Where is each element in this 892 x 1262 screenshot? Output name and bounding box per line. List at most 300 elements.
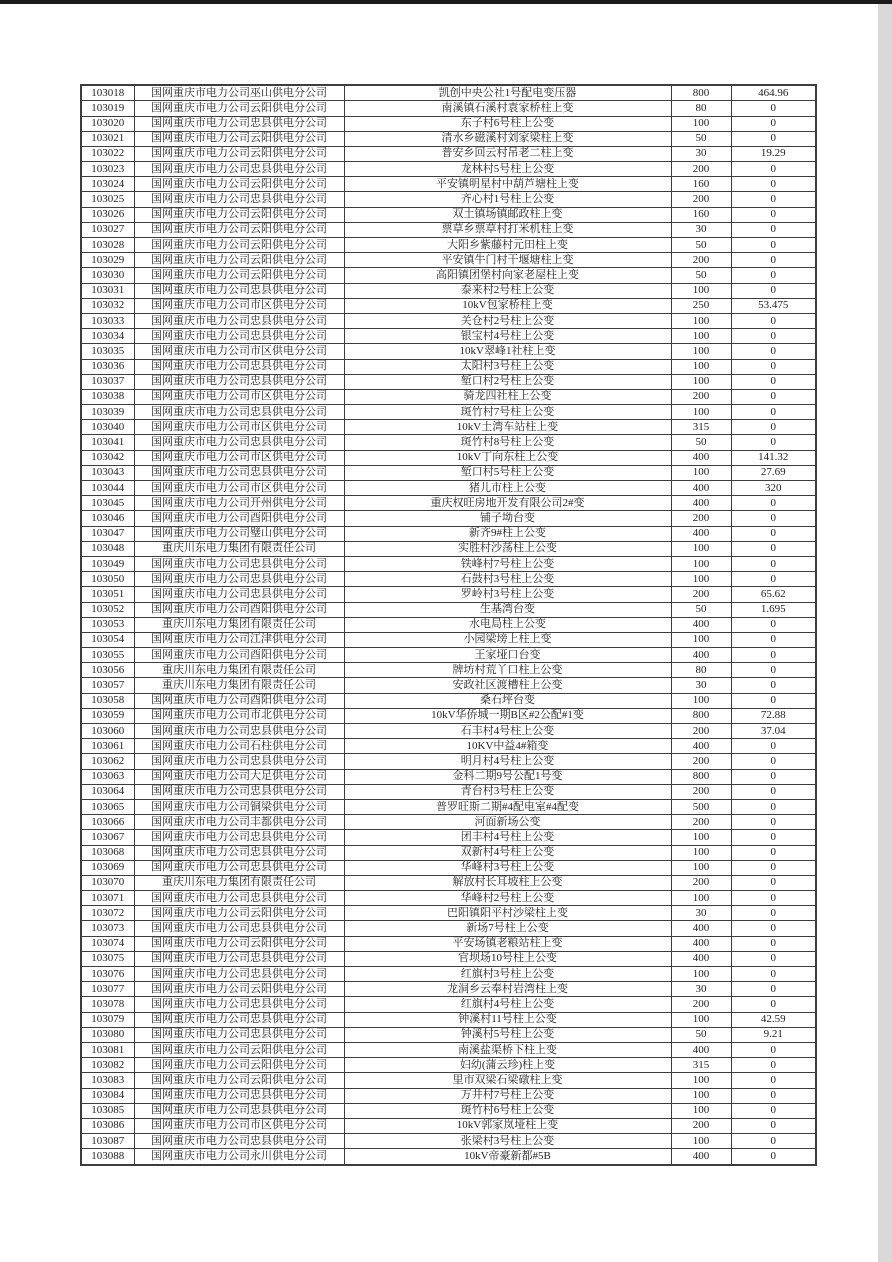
cell-value: 0 [731, 101, 816, 116]
cell-row-id: 103084 [81, 1088, 134, 1103]
cell-capacity: 200 [671, 511, 731, 526]
table-row [81, 602, 816, 617]
table-row [81, 253, 816, 268]
cell-company-name: 国网重庆市电力公司市区供电分公司 [134, 344, 344, 359]
cell-value: 1.695 [731, 602, 816, 617]
cell-value: 0 [731, 389, 816, 404]
cell-company-name: 国网重庆市电力公司大足供电分公司 [134, 769, 344, 784]
table-row [81, 420, 816, 435]
table-row [81, 1134, 816, 1149]
cell-company-name: 国网重庆市电力公司忠县供电分公司 [134, 572, 344, 587]
cell-company-name: 国网重庆市电力公司酉阳供电分公司 [134, 602, 344, 617]
cell-row-id: 103028 [81, 238, 134, 253]
table-row [81, 450, 816, 465]
cell-value: 0 [731, 162, 816, 177]
cell-value: 0 [731, 1088, 816, 1103]
table-row [81, 617, 816, 632]
cell-row-id: 103052 [81, 602, 134, 617]
cell-value: 0 [731, 329, 816, 344]
cell-value: 0 [731, 1149, 816, 1165]
cell-capacity: 100 [671, 1103, 731, 1118]
cell-company-name: 国网重庆市电力公司巫山供电分公司 [134, 85, 344, 101]
cell-value: 0 [731, 511, 816, 526]
cell-device-name: 金科二期9号公配1号变 [344, 769, 671, 784]
cell-company-name: 国网重庆市电力公司忠县供电分公司 [134, 1012, 344, 1027]
cell-company-name: 国网重庆市电力公司云阳供电分公司 [134, 238, 344, 253]
cell-device-name: 安政社区渡槽柱上公变 [344, 678, 671, 693]
cell-capacity: 200 [671, 162, 731, 177]
table-row [81, 663, 816, 678]
cell-value: 0 [731, 313, 816, 328]
cell-device-name: 红旗村3号柱上公变 [344, 967, 671, 982]
cell-capacity: 80 [671, 101, 731, 116]
cell-company-name: 重庆川东电力集团有限责任公司 [134, 663, 344, 678]
cell-company-name: 国网重庆市电力公司江津供电分公司 [134, 632, 344, 647]
cell-row-id: 103043 [81, 465, 134, 480]
table-row [81, 177, 816, 192]
table-row [81, 1118, 816, 1133]
cell-device-name: 龙洞乡云奉村岩湾柱上变 [344, 982, 671, 997]
cell-capacity: 200 [671, 253, 731, 268]
cell-row-id: 103076 [81, 967, 134, 982]
cell-row-id: 103083 [81, 1073, 134, 1088]
cell-row-id: 103055 [81, 648, 134, 663]
cell-device-name: 斑竹村8号柱上公变 [344, 435, 671, 450]
cell-value: 0 [731, 572, 816, 587]
cell-capacity: 160 [671, 177, 731, 192]
cell-device-name: 10kV翠峰1社柱上变 [344, 344, 671, 359]
cell-row-id: 103056 [81, 663, 134, 678]
cell-value: 0 [731, 936, 816, 951]
cell-company-name: 国网重庆市电力公司忠县供电分公司 [134, 116, 344, 131]
table-row [81, 982, 816, 997]
cell-company-name: 国网重庆市电力公司铜梁供电分公司 [134, 799, 344, 814]
cell-row-id: 103047 [81, 526, 134, 541]
cell-capacity: 400 [671, 496, 731, 511]
cell-capacity: 315 [671, 1058, 731, 1073]
cell-device-name: 大阳乡紫藤村元田柱上变 [344, 238, 671, 253]
table-row [81, 708, 816, 723]
cell-row-id: 103067 [81, 830, 134, 845]
cell-row-id: 103051 [81, 587, 134, 602]
cell-row-id: 103080 [81, 1027, 134, 1042]
cell-company-name: 国网重庆市电力公司忠县供电分公司 [134, 1103, 344, 1118]
cell-value: 0 [731, 556, 816, 571]
cell-device-name: 解放村长耳坡柱上公变 [344, 875, 671, 890]
cell-capacity: 200 [671, 875, 731, 890]
cell-capacity: 100 [671, 405, 731, 420]
cell-device-name: 钟溪村5号柱上公变 [344, 1027, 671, 1042]
cell-capacity: 200 [671, 784, 731, 799]
cell-capacity: 100 [671, 967, 731, 982]
cell-company-name: 国网重庆市电力公司忠县供电分公司 [134, 587, 344, 602]
cell-capacity: 50 [671, 131, 731, 146]
cell-device-name: 万井村7号柱上公变 [344, 1088, 671, 1103]
cell-company-name: 国网重庆市电力公司忠县供电分公司 [134, 329, 344, 344]
cell-row-id: 103033 [81, 313, 134, 328]
cell-row-id: 103057 [81, 678, 134, 693]
cell-capacity: 800 [671, 85, 731, 101]
cell-capacity: 30 [671, 906, 731, 921]
table-row [81, 101, 816, 116]
cell-value: 0 [731, 1073, 816, 1088]
table-row [81, 192, 816, 207]
cell-device-name: 东子村6号柱上公变 [344, 116, 671, 131]
table-row [81, 116, 816, 131]
cell-company-name: 国网重庆市电力公司云阳供电分公司 [134, 207, 344, 222]
cell-capacity: 400 [671, 951, 731, 966]
cell-capacity: 100 [671, 632, 731, 647]
cell-value: 0 [731, 769, 816, 784]
cell-capacity: 100 [671, 465, 731, 480]
table-row [81, 1149, 816, 1165]
cell-row-id: 103038 [81, 389, 134, 404]
cell-value: 0 [731, 754, 816, 769]
cell-company-name: 国网重庆市电力公司市北供电分公司 [134, 708, 344, 723]
cell-row-id: 103061 [81, 739, 134, 754]
cell-capacity: 50 [671, 602, 731, 617]
cell-company-name: 国网重庆市电力公司开州供电分公司 [134, 496, 344, 511]
cell-device-name: 红旗村4号柱上公变 [344, 997, 671, 1012]
cell-device-name: 平安场镇老粮站柱上变 [344, 936, 671, 951]
cell-company-name: 国网重庆市电力公司忠县供电分公司 [134, 359, 344, 374]
table-row [81, 572, 816, 587]
cell-device-name: 里市双梁石梁礅柱上变 [344, 1073, 671, 1088]
table-row [81, 359, 816, 374]
table-row [81, 1042, 816, 1057]
table-row [81, 739, 816, 754]
cell-row-id: 103041 [81, 435, 134, 450]
cell-value: 0 [731, 222, 816, 237]
cell-value: 37.04 [731, 724, 816, 739]
cell-device-name: 牌坊村荒丫口柱上公变 [344, 663, 671, 678]
table-body [81, 85, 816, 1165]
cell-device-name: 票草乡票草村打米机柱上变 [344, 222, 671, 237]
cell-value: 0 [731, 1042, 816, 1057]
cell-row-id: 103022 [81, 146, 134, 161]
cell-capacity: 800 [671, 708, 731, 723]
cell-company-name: 重庆川东电力集团有限责任公司 [134, 541, 344, 556]
cell-row-id: 103050 [81, 572, 134, 587]
cell-device-name: 10kV帝豪新都#5B [344, 1149, 671, 1165]
cell-company-name: 国网重庆市电力公司市区供电分公司 [134, 420, 344, 435]
cell-row-id: 103058 [81, 693, 134, 708]
cell-value: 0 [731, 875, 816, 890]
cell-capacity: 100 [671, 1088, 731, 1103]
cell-row-id: 103049 [81, 556, 134, 571]
cell-company-name: 国网重庆市电力公司云阳供电分公司 [134, 253, 344, 268]
cell-company-name: 国网重庆市电力公司忠县供电分公司 [134, 283, 344, 298]
cell-capacity: 50 [671, 1027, 731, 1042]
cell-row-id: 103045 [81, 496, 134, 511]
table-row [81, 1012, 816, 1027]
table-row [81, 313, 816, 328]
cell-device-name: 妇幼(蒲云珍)柱上变 [344, 1058, 671, 1073]
cell-capacity: 50 [671, 435, 731, 450]
cell-company-name: 国网重庆市电力公司云阳供电分公司 [134, 222, 344, 237]
cell-capacity: 400 [671, 450, 731, 465]
cell-value: 0 [731, 1103, 816, 1118]
cell-capacity: 200 [671, 724, 731, 739]
cell-device-name: 平安镇明星村中葫芦塘柱上变 [344, 177, 671, 192]
cell-capacity: 400 [671, 526, 731, 541]
table-row [81, 784, 816, 799]
cell-row-id: 103026 [81, 207, 134, 222]
cell-company-name: 国网重庆市电力公司酉阳供电分公司 [134, 511, 344, 526]
table-row [81, 951, 816, 966]
table-row [81, 207, 816, 222]
cell-value: 53.475 [731, 298, 816, 313]
cell-device-name: 关仓村2号柱上公变 [344, 313, 671, 328]
cell-device-name: 明月村4号柱上公变 [344, 754, 671, 769]
cell-capacity: 100 [671, 572, 731, 587]
cell-device-name: 齐心村1号柱上公变 [344, 192, 671, 207]
cell-capacity: 30 [671, 146, 731, 161]
cell-capacity: 400 [671, 1149, 731, 1165]
cell-device-name: 龙林村5号柱上公变 [344, 162, 671, 177]
cell-value: 0 [731, 238, 816, 253]
cell-device-name: 10KV中益4#箱变 [344, 739, 671, 754]
cell-row-id: 103082 [81, 1058, 134, 1073]
cell-row-id: 103023 [81, 162, 134, 177]
page-top-edge [0, 0, 892, 4]
page-right-edge [878, 4, 892, 1262]
cell-row-id: 103032 [81, 298, 134, 313]
cell-device-name: 10kV丁向东柱上公变 [344, 450, 671, 465]
cell-value: 0 [731, 1058, 816, 1073]
cell-value: 0 [731, 693, 816, 708]
cell-device-name: 南溪镇石溪村袁家桥柱上变 [344, 101, 671, 116]
cell-value: 72.88 [731, 708, 816, 723]
cell-row-id: 103027 [81, 222, 134, 237]
cell-device-name: 重庆权旺房地开发有限公司2#变 [344, 496, 671, 511]
table-row [81, 830, 816, 845]
cell-row-id: 103021 [81, 131, 134, 146]
cell-company-name: 国网重庆市电力公司忠县供电分公司 [134, 724, 344, 739]
cell-device-name: 巴阳镇阳平村沙梁柱上变 [344, 906, 671, 921]
cell-device-name: 双新村4号柱上公变 [344, 845, 671, 860]
cell-company-name: 国网重庆市电力公司忠县供电分公司 [134, 1088, 344, 1103]
cell-company-name: 国网重庆市电力公司市区供电分公司 [134, 1118, 344, 1133]
cell-row-id: 103040 [81, 420, 134, 435]
cell-device-name: 堑口村2号柱上公变 [344, 374, 671, 389]
cell-capacity: 100 [671, 313, 731, 328]
cell-value: 0 [731, 344, 816, 359]
table-row [81, 298, 816, 313]
cell-capacity: 30 [671, 222, 731, 237]
cell-row-id: 103059 [81, 708, 134, 723]
cell-device-name: 石丰村4号柱上公变 [344, 724, 671, 739]
cell-device-name: 小园梁塝上柱上变 [344, 632, 671, 647]
cell-company-name: 国网重庆市电力公司酉阳供电分公司 [134, 693, 344, 708]
cell-company-name: 重庆川东电力集团有限责任公司 [134, 617, 344, 632]
table-row [81, 587, 816, 602]
cell-capacity: 400 [671, 739, 731, 754]
cell-row-id: 103060 [81, 724, 134, 739]
cell-device-name: 斑竹村7号柱上公变 [344, 405, 671, 420]
table-row [81, 632, 816, 647]
cell-capacity: 315 [671, 420, 731, 435]
cell-value: 0 [731, 253, 816, 268]
table-row [81, 1103, 816, 1118]
cell-capacity: 30 [671, 678, 731, 693]
table-row [81, 936, 816, 951]
cell-company-name: 国网重庆市电力公司永川供电分公司 [134, 1149, 344, 1165]
cell-capacity: 400 [671, 648, 731, 663]
cell-company-name: 国网重庆市电力公司忠县供电分公司 [134, 860, 344, 875]
cell-capacity: 400 [671, 617, 731, 632]
cell-row-id: 103087 [81, 1134, 134, 1149]
cell-row-id: 103020 [81, 116, 134, 131]
cell-company-name: 国网重庆市电力公司云阳供电分公司 [134, 982, 344, 997]
table-row [81, 131, 816, 146]
cell-device-name: 新齐9#柱上公变 [344, 526, 671, 541]
cell-device-name: 银宝村4号柱上公变 [344, 329, 671, 344]
cell-value: 0 [731, 845, 816, 860]
cell-capacity: 200 [671, 192, 731, 207]
cell-capacity: 400 [671, 936, 731, 951]
cell-value: 464.96 [731, 85, 816, 101]
cell-capacity: 100 [671, 891, 731, 906]
cell-device-name: 10kV华侨城一期B区#2公配#1变 [344, 708, 671, 723]
cell-device-name: 堑口村5号柱上公变 [344, 465, 671, 480]
cell-company-name: 国网重庆市电力公司云阳供电分公司 [134, 1058, 344, 1073]
cell-company-name: 国网重庆市电力公司忠县供电分公司 [134, 405, 344, 420]
cell-value: 0 [731, 268, 816, 283]
cell-capacity: 100 [671, 1073, 731, 1088]
cell-device-name: 钟溪村11号柱上公变 [344, 1012, 671, 1027]
cell-value: 0 [731, 648, 816, 663]
cell-capacity: 100 [671, 860, 731, 875]
cell-company-name: 国网重庆市电力公司市区供电分公司 [134, 389, 344, 404]
cell-company-name: 国网重庆市电力公司云阳供电分公司 [134, 936, 344, 951]
cell-capacity: 100 [671, 1134, 731, 1149]
cell-row-id: 103024 [81, 177, 134, 192]
cell-device-name: 平安镇牛门村干堰塘柱上变 [344, 253, 671, 268]
cell-company-name: 国网重庆市电力公司忠县供电分公司 [134, 845, 344, 860]
table-row [81, 1073, 816, 1088]
table-row [81, 967, 816, 982]
cell-device-name: 青台村3号柱上公变 [344, 784, 671, 799]
table-row [81, 1027, 816, 1042]
cell-company-name: 国网重庆市电力公司云阳供电分公司 [134, 1073, 344, 1088]
cell-row-id: 103079 [81, 1012, 134, 1027]
cell-company-name: 国网重庆市电力公司忠县供电分公司 [134, 997, 344, 1012]
table-row [81, 146, 816, 161]
table-row [81, 556, 816, 571]
cell-row-id: 103046 [81, 511, 134, 526]
cell-device-name: 斑竹村6号柱上公变 [344, 1103, 671, 1118]
cell-capacity: 200 [671, 1118, 731, 1133]
table-row [81, 875, 816, 890]
cell-device-name: 团丰村4号柱上公变 [344, 830, 671, 845]
cell-capacity: 200 [671, 587, 731, 602]
cell-row-id: 103036 [81, 359, 134, 374]
cell-company-name: 国网重庆市电力公司市区供电分公司 [134, 298, 344, 313]
cell-device-name: 河面新场公变 [344, 815, 671, 830]
table-row [81, 222, 816, 237]
cell-value: 0 [731, 116, 816, 131]
cell-value: 0 [731, 663, 816, 678]
cell-company-name: 重庆川东电力集团有限责任公司 [134, 678, 344, 693]
cell-value: 0 [731, 860, 816, 875]
cell-value: 19.29 [731, 146, 816, 161]
cell-device-name: 泰来村2号柱上公变 [344, 283, 671, 298]
cell-row-id: 103077 [81, 982, 134, 997]
cell-device-name: 生基湾台变 [344, 602, 671, 617]
cell-device-name: 普安乡回云村吊老二柱上变 [344, 146, 671, 161]
cell-value: 0 [731, 435, 816, 450]
cell-value: 0 [731, 982, 816, 997]
table-row [81, 769, 816, 784]
cell-value: 0 [731, 374, 816, 389]
cell-row-id: 103063 [81, 769, 134, 784]
cell-row-id: 103018 [81, 85, 134, 101]
table-row [81, 1088, 816, 1103]
cell-company-name: 国网重庆市电力公司酉阳供电分公司 [134, 648, 344, 663]
cell-company-name: 重庆川东电力集团有限责任公司 [134, 875, 344, 890]
cell-device-name: 南溪盐渠桥下柱上变 [344, 1042, 671, 1057]
cell-row-id: 103025 [81, 192, 134, 207]
cell-device-name: 猪儿市柱上公变 [344, 481, 671, 496]
cell-company-name: 国网重庆市电力公司忠县供电分公司 [134, 465, 344, 480]
transformer-table [80, 84, 817, 1166]
table-row [81, 1058, 816, 1073]
cell-company-name: 国网重庆市电力公司云阳供电分公司 [134, 101, 344, 116]
cell-row-id: 103048 [81, 541, 134, 556]
cell-capacity: 400 [671, 921, 731, 936]
cell-value: 65.62 [731, 587, 816, 602]
cell-capacity: 50 [671, 238, 731, 253]
table-row [81, 329, 816, 344]
cell-company-name: 国网重庆市电力公司丰都供电分公司 [134, 815, 344, 830]
cell-company-name: 国网重庆市电力公司忠县供电分公司 [134, 1134, 344, 1149]
cell-value: 0 [731, 799, 816, 814]
cell-row-id: 103065 [81, 799, 134, 814]
cell-company-name: 国网重庆市电力公司云阳供电分公司 [134, 177, 344, 192]
cell-row-id: 103072 [81, 906, 134, 921]
cell-company-name: 国网重庆市电力公司忠县供电分公司 [134, 891, 344, 906]
cell-value: 0 [731, 830, 816, 845]
table-row [81, 799, 816, 814]
cell-row-id: 103037 [81, 374, 134, 389]
cell-capacity: 200 [671, 754, 731, 769]
cell-value: 0 [731, 906, 816, 921]
cell-value: 9.21 [731, 1027, 816, 1042]
cell-device-name: 罗岭村3号柱上公变 [344, 587, 671, 602]
cell-device-name: 铁峰村7号柱上公变 [344, 556, 671, 571]
cell-company-name: 国网重庆市电力公司忠县供电分公司 [134, 162, 344, 177]
cell-row-id: 103053 [81, 617, 134, 632]
cell-row-id: 103019 [81, 101, 134, 116]
table-row [81, 997, 816, 1012]
cell-company-name: 国网重庆市电力公司忠县供电分公司 [134, 192, 344, 207]
cell-capacity: 30 [671, 982, 731, 997]
cell-row-id: 103035 [81, 344, 134, 359]
cell-capacity: 100 [671, 556, 731, 571]
cell-company-name: 国网重庆市电力公司忠县供电分公司 [134, 754, 344, 769]
cell-device-name: 水电局柱上公变 [344, 617, 671, 632]
table-row [81, 815, 816, 830]
table-row [81, 526, 816, 541]
table-row [81, 724, 816, 739]
cell-capacity: 100 [671, 283, 731, 298]
cell-row-id: 103075 [81, 951, 134, 966]
cell-capacity: 500 [671, 799, 731, 814]
cell-company-name: 国网重庆市电力公司忠县供电分公司 [134, 1027, 344, 1042]
cell-device-name: 张梁村3号柱上公变 [344, 1134, 671, 1149]
cell-company-name: 国网重庆市电力公司忠县供电分公司 [134, 921, 344, 936]
